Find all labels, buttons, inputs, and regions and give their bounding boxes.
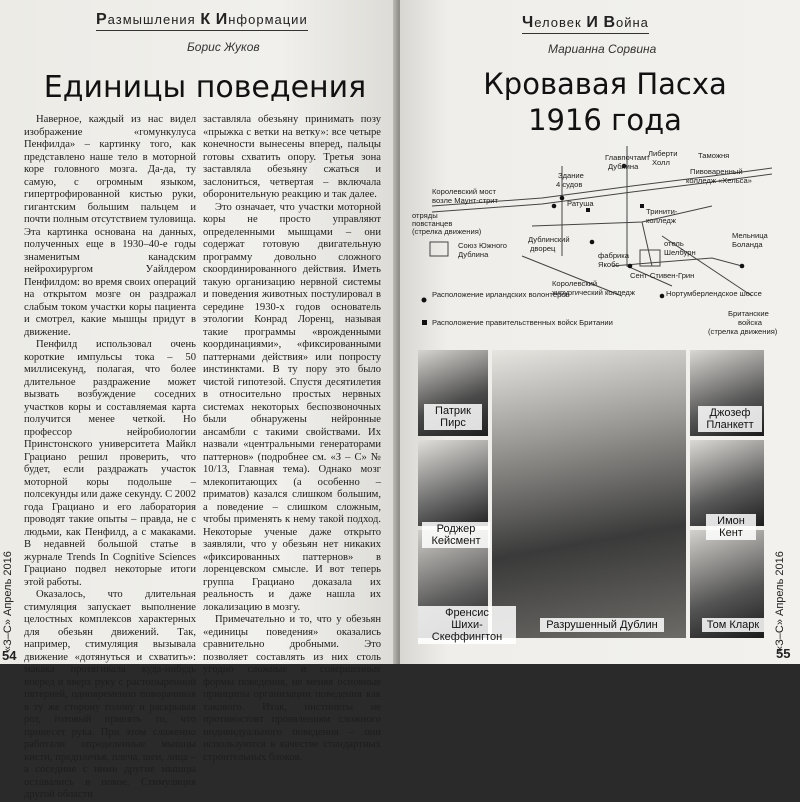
photo-caption: Разрушенный Дублин	[540, 618, 664, 632]
map-label: повстанцев	[412, 219, 453, 228]
dublin-map	[412, 146, 782, 344]
map-label: Шелбурн	[664, 248, 696, 257]
map-label: Сент-Стивен-Грин	[630, 271, 695, 280]
volunteer-marker	[660, 294, 665, 299]
map-label: Дублина	[458, 250, 489, 259]
government-marker	[586, 208, 590, 212]
map-label: (стрелка движения)	[412, 227, 482, 236]
legend-item: Расположение правительственных войск Британии	[432, 318, 613, 327]
map-label: Здание	[558, 171, 584, 180]
left-article-title: Единицы поведения	[43, 70, 367, 105]
right-page-number: 55	[776, 646, 791, 661]
ruined-dublin-photo	[492, 350, 686, 638]
right-side-footer: «З–С» Апрель 2016	[774, 551, 786, 652]
map-street	[532, 206, 712, 226]
legend-government-symbol	[422, 320, 427, 325]
map-label: Дублина	[608, 162, 639, 171]
rubric-text: ойна	[616, 15, 649, 30]
left-rubric	[96, 11, 308, 31]
map-label: хирургический колледж	[552, 288, 635, 297]
map-label: Королевский мост	[432, 187, 496, 196]
map-label: Королевский	[552, 279, 598, 288]
map-label: Якобс	[598, 260, 620, 269]
rubric-cap: Ч	[522, 14, 535, 31]
left-page	[0, 0, 398, 800]
map-block	[430, 242, 448, 256]
title-line: 1916 года	[528, 103, 682, 137]
map-label: Мельница	[732, 231, 768, 240]
map-labels	[412, 149, 778, 336]
paragraph: Оказалось, что длительная стимуляция запускает выполнение целостных комплексов характерных для обезьян движений. Так, например, стимуляция вызывала движение «дотянуться и схватить»: макака протягивала куда-нибудь вперед и вверх руку с растопыренной пятерней, одновременно поворачивая в ту же сторону голову и раскрывая рот, готовый принять то, что принесет рука. При этом слаженно работали определенные мышцы кисти, предплечья, плеча, шеи, лица – а соседние с ними другие мышцы оставались в покое. Стимуляция другой области	[24, 589, 196, 800]
volunteer-marker	[628, 264, 633, 269]
volunteer-marker	[740, 264, 745, 269]
map-label: Ратуша	[567, 199, 594, 208]
right-author: Марианна Сорвина	[548, 42, 657, 56]
map-label: Союз Южного	[458, 241, 507, 250]
person-caption: Джозеф Планкетт	[698, 406, 762, 432]
left-column-1	[24, 114, 196, 800]
map-label: Пивоваренный	[690, 167, 743, 176]
rubric-cap: В	[603, 14, 616, 31]
volunteer-marker	[590, 240, 595, 245]
map-label: (стрелка движения)	[708, 327, 778, 336]
map-label: Нортумберлендское шоссе	[666, 289, 762, 298]
legend-volunteer-symbol	[422, 298, 427, 303]
paragraph: Пенфилд использовал очень короткие импульсы тока – 50 миллисекунд, полагая, что более длительное раздражение может вызвать возбуждение соседних участков коры и составляемая карта получится менее четкой. Но профессор нейробиологии Принстонского университета Майкл Грациано решил проверить, что будет, если раздражать участок моторной коры подольше – полсекунды или даже секунду. С 2002 года Грациано и его лаборатория проводят такие опыты – правда, не с людьми, как Пенфилд, а с макаками. В недавней большой статье в журнале Trends In Cognitive Sciences Грациано подвел некоторые итоги этой работы.	[24, 339, 196, 588]
map-label: Британские	[728, 309, 769, 318]
paragraph: заставляла обезьяну принимать позу «прыжка с ветки на ветку»: все четыре конечности вынесены вперед, пальцы готовы схватить опору. Третья зона заставляла обезьяну сжаться и заслониться, четвертая – включала оборонительную реакцию и так далее.	[203, 114, 381, 200]
person-caption: Роджер Кейсмент	[422, 522, 490, 548]
map-street	[642, 222, 652, 266]
person-caption: Френсис Шихи-Скеффингтон	[418, 606, 516, 644]
rubric-cap: И	[586, 14, 599, 31]
legend-item: Расположение ирландских волонтёров	[432, 290, 570, 299]
rubric-cap: К	[200, 11, 212, 28]
map-label: отряды	[412, 211, 438, 220]
person-caption: Том Кларк	[702, 618, 764, 632]
right-rubric	[522, 14, 649, 34]
map-label: колледж	[646, 216, 676, 225]
map-label: Тринити-	[646, 207, 678, 216]
rubric-text: азмышления	[107, 12, 201, 27]
rubric-cap: И	[215, 11, 229, 28]
map-label: фабрика	[598, 251, 629, 260]
map-label: Либерти	[648, 149, 678, 158]
map-label: Дублинский	[528, 235, 570, 244]
left-column-2	[203, 114, 381, 763]
map-label: дворец	[530, 244, 556, 253]
person-caption: Имон Кент	[706, 514, 756, 540]
volunteer-marker	[560, 196, 565, 201]
left-page-number: 54	[2, 648, 17, 663]
map-label: отель	[664, 239, 684, 248]
title-line: Кровавая Пасха	[483, 67, 727, 101]
paragraph: Наверное, каждый из нас видел изображение «гомункулуса Пенфилда» – картинку того, как представлено наше тело в моторной коре головного мозга. Да-да, ту самую, с огромным языком, гипертрофированной кистью руки, гигантским большим пальцем и почти полным отсутствием туловища. Эта картинка основана на данных, полученных еще в 1930–40-е годы знаменитым канадским нейрохирургом Уайлдером Пенфилдом: во время своих операций на открытом мозге он раздражал слабым током участки коры пациента и смотрел, какие мышцы придут в движение.	[24, 114, 196, 338]
portrait-photo	[418, 440, 488, 526]
paragraph: Это означает, что участки моторной коры не просто управляют определенными мышцами – они содержат готовую двигательную программу довольно сложного скоординированного действия. Иметь такую организацию нервной системы и поведения животных постулировал в середине 1930-х годов основатель этологии Конрад Лоренц, называя такие программы «врожденными координациями», «фиксированными паттернами действия» или попросту инстинктами. В ту пору это было чистой гипотезой. Спустя десятилетия в относительно простых нервных системах некоторых беспозвоночных были обнаружены нейронные ансамбли с такими свойствами. Их назвали «центральными генераторами паттернов» (подробнее см. «З – С» № 10/13, Главная тема). Однако мозг млекопитающих (а особенно – приматов) казался слишком большим, а поведение – слишком сложным, чтобы применять к нему такой подход. Некоторые ученые даже открыто заявляли, что у обезьян нет никаких «фиксированных паттернов» в лоренцевском смысле. И вот теперь группа Грациано доказала их реальность и даже нашла их локализацию в мозгу.	[203, 201, 381, 613]
map-label: Боланда	[732, 240, 763, 249]
paragraph: Примечательно и то, что у обезьян «единицы поведения» оказались сравнительно дробными. Это позволяет составлять из них столь угодно сложные и совершенные формы поведения, не меняя основные принципы организации поведения как такового. Итак, инстинкты не противостоят проявлениям сложного индивидуального поведения – они используются в качестве стандартных строительных блоков.	[203, 614, 381, 763]
map-label: войска	[738, 318, 762, 327]
person-caption: Патрик Пирс	[424, 404, 482, 430]
map-label: Таможня	[698, 151, 730, 160]
volunteer-marker	[552, 204, 557, 209]
map-label: Главпочтамт	[605, 153, 650, 162]
map-label: колледж «Хельса»	[686, 176, 752, 185]
rubric-text: нформации	[228, 12, 308, 27]
right-article-title	[440, 66, 770, 138]
rubric-text: еловек	[534, 15, 587, 30]
map-label: 4 судов	[556, 180, 583, 189]
government-marker	[640, 204, 644, 208]
rubric-cap: Р	[96, 11, 108, 28]
left-author: Борис Жуков	[187, 40, 260, 54]
map-label: Холл	[652, 158, 670, 167]
left-side-footer: «З–С» Апрель 2016	[2, 551, 14, 652]
map-label: возле Маунт-стрит	[432, 196, 499, 205]
